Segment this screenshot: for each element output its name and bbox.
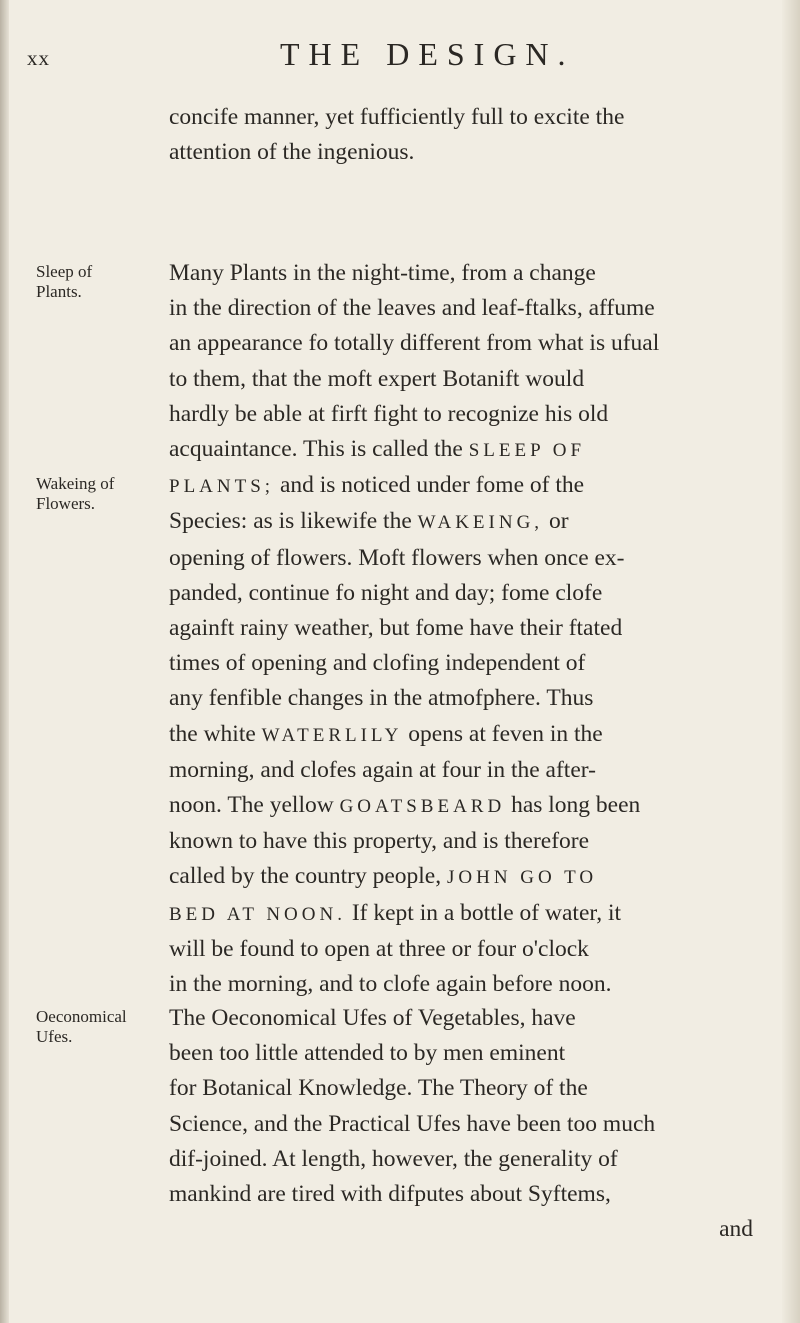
text-line: attention of the ingenious. — [169, 139, 415, 166]
text-line: againft rainy weather, but fome have their ftated — [169, 615, 623, 642]
text-line — [169, 504, 753, 540]
margin-note-line: Wakeing of — [36, 474, 115, 493]
text-line: any fenfible changes in the atmofphere. Thus — [169, 685, 594, 712]
text-line: Science, and the Practical Ufes have been too much — [169, 1110, 656, 1137]
text-line: dif-joined. At length, however, the generality of — [169, 1145, 618, 1172]
text-line: Many Plants in the night-time, from a change — [169, 260, 596, 286]
text-run: acquaintance. This is called the — [169, 436, 469, 463]
margin-note-line: Ufes. — [36, 1027, 73, 1046]
text-line: to them, that the moft expert Botanift would — [169, 365, 585, 392]
margin-note-wakeing — [36, 474, 141, 514]
text-line — [169, 468, 753, 504]
text-line: The Oeconomical Ufes of Vegetables, have — [169, 1005, 576, 1031]
text-line — [169, 896, 753, 932]
text-run: Species: as is likewife the — [169, 508, 418, 535]
sleep-of-plants-paragraph — [169, 256, 753, 1002]
text-line — [169, 859, 753, 895]
margin-note-line: Flowers. — [36, 494, 96, 513]
text-run: noon. The yellow — [169, 792, 340, 819]
text-line — [169, 717, 753, 753]
text-line: panded, continue fo night and day; fome clofe — [169, 579, 603, 606]
text-run: opens at feven in the — [402, 720, 603, 747]
text-line: morning, and clofes again at four in the after- — [169, 756, 596, 783]
text-run: called by the country people, — [169, 863, 447, 890]
page-edge-right — [782, 0, 800, 1323]
small-caps-term: WAKEING, — [417, 512, 544, 534]
catchword: and — [719, 1216, 753, 1243]
small-caps-term: WATERLILY — [261, 724, 403, 746]
text-line: an appearance fo totally different from what is ufual — [169, 330, 660, 357]
text-line — [169, 788, 753, 824]
text-run: and is noticed under fome of the — [274, 472, 585, 499]
text-line: hardly be able at firft fight to recognize his old — [169, 400, 609, 427]
small-caps-term: JOHN GO TO — [446, 867, 598, 889]
small-caps-term: PLANTS; — [169, 476, 275, 498]
margin-note-oeconomical — [36, 1007, 141, 1047]
margin-note-line: Sleep of — [36, 262, 93, 281]
page-number: xx — [27, 46, 50, 70]
oeconomical-uses-paragraph — [169, 1001, 753, 1247]
text-line: for Botanical Knowledge. The Theory of the — [169, 1075, 588, 1102]
text-line: been too little attended to by men eminent — [169, 1040, 566, 1067]
small-caps-term: BED AT NOON. — [169, 903, 346, 925]
text-run: or — [543, 508, 569, 535]
text-line — [169, 432, 753, 468]
text-line: known to have this property, and is therefore — [169, 828, 590, 855]
text-line: opening of flowers. Moft flowers when once ex- — [169, 544, 625, 571]
text-line: in the morning, and to clofe again before noon. — [169, 971, 612, 998]
continuation-paragraph — [169, 100, 753, 170]
text-line: concife manner, yet fufficiently full to excite the — [169, 104, 625, 130]
page-edge-left — [0, 0, 9, 1323]
text-line: will be found to open at three or four o'clock — [169, 935, 589, 962]
text-run: the white — [169, 720, 262, 747]
margin-note-line: Oeconomical — [36, 1007, 127, 1026]
margin-note-sleep — [36, 262, 141, 302]
text-line: in the direction of the leaves and leaf-ftalks, affume — [169, 295, 655, 322]
text-line: mankind are tired with difputes about Syftems, — [169, 1181, 611, 1208]
text-run: If kept in a bottle of water, it — [345, 899, 622, 926]
text-line: times of opening and clofing independent of — [169, 650, 586, 677]
running-title: THE DESIGN. — [280, 36, 575, 72]
margin-note-line: Plants. — [36, 282, 82, 301]
small-caps-term: GOATSBEARD — [339, 796, 506, 818]
small-caps-term: SLEEP OF — [468, 440, 586, 462]
text-run: has long been — [505, 792, 641, 819]
